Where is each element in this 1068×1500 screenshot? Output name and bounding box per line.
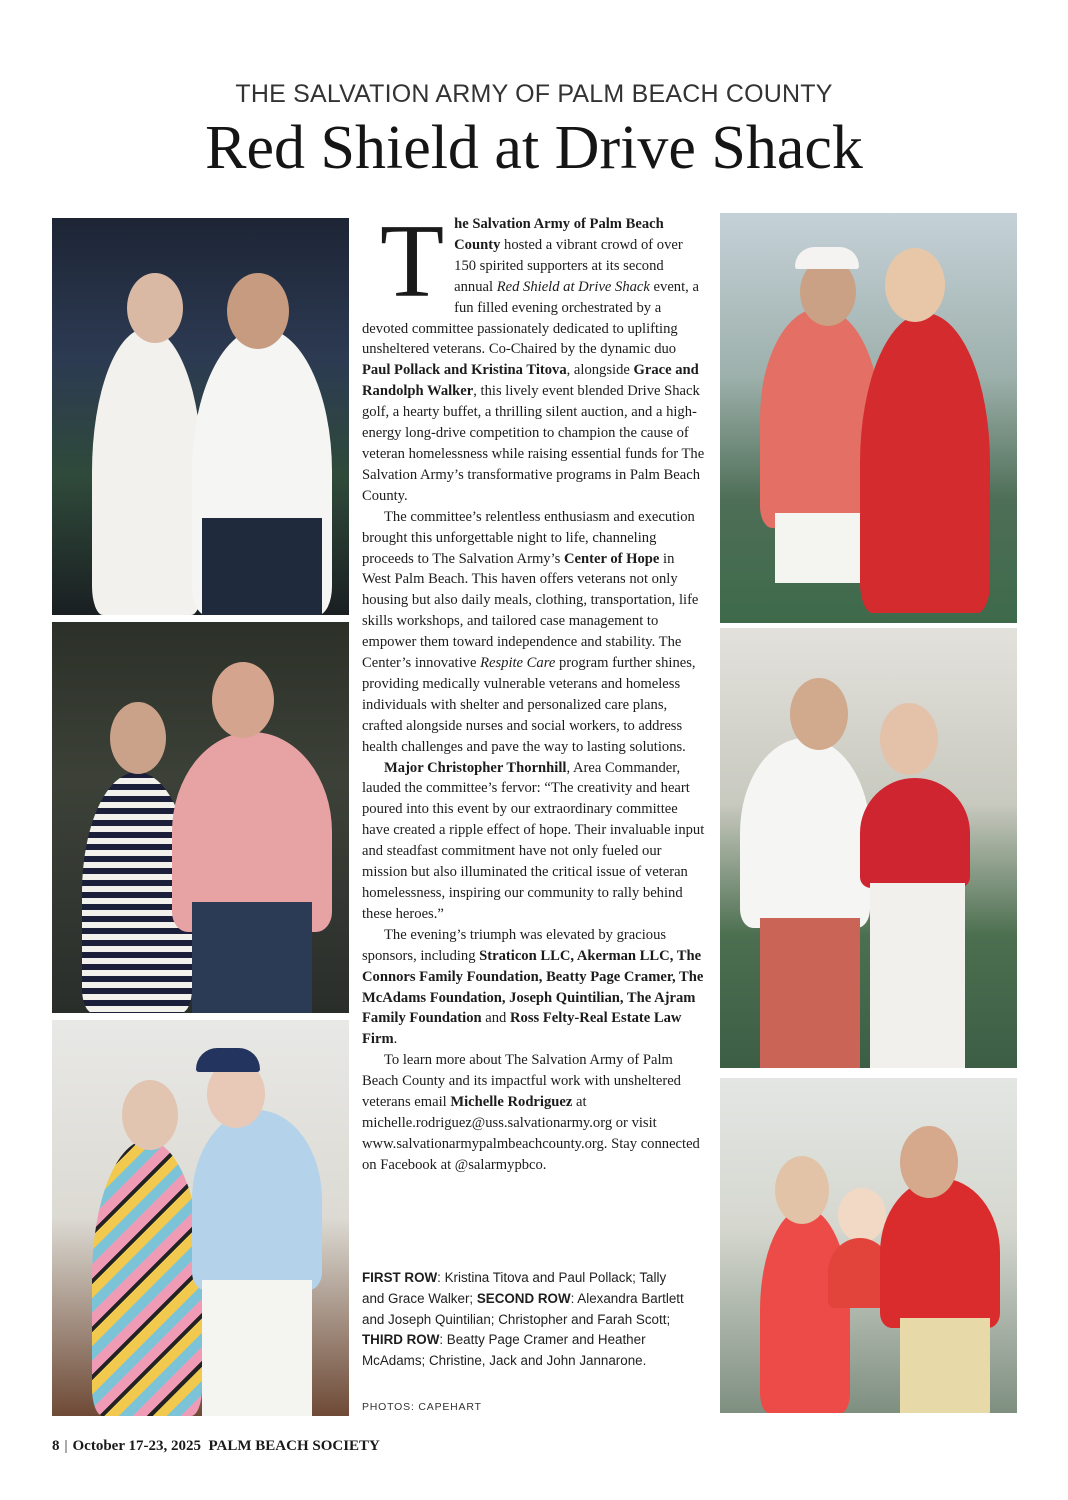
photo-beatty-page-cramer-heather-mcadams xyxy=(720,628,1017,1068)
photo-christine-jack-john-jannarone xyxy=(720,1078,1017,1413)
article-body xyxy=(362,202,706,1176)
page-title: Red Shield at Drive Shack xyxy=(205,114,863,182)
article-paragraph-5: To learn more about The Salvation Army of Palm Beach County and its impactful work with unsheltered veterans email Michelle Rodriguez at michelle.rodriguez@uss.salvationarmy.org or visit www.salvationarmypalmbeachcounty.org. Stay connected on Facebook at @salarmypbco. xyxy=(362,1052,700,1173)
page-number: 8 xyxy=(52,1438,60,1454)
photo-kristina-titova-paul-pollack xyxy=(52,218,349,615)
article-paragraph-2: The committee’s relentless enthusiasm and execution brought this unforgettable night to life, channeling proceeds to The Salvation Army’s Center of Hope in West Palm Beach. This haven offers veterans not only housing but also daily meals, clothing, transportation, life skills workshops, and tailored case management to empower them toward independence and stability. The Center’s innovative Respite Care program further shines, providing medically vulnerable veterans and homeless individuals with shelter and personalized care plans, crafted alongside nurses and social workers, to address health challenges and pave the way to lasting solutions. xyxy=(362,508,699,755)
article-paragraph-1: he Salvation Army of Palm Beach County hosted a vibrant crowd of over 150 spirited supporters at its second annual Red Shield at Drive Shack event, a fun filled evening orchestrated by a devoted committee passionately dedicated to uplifting unsheltered veterans. Co-Chaired by the dynamic duo Paul Pollack and Kristina Titova, alongside Grace and Randolph Walker, this lively event blended Drive Shack golf, a hearty buffet, a thrilling silent auction, and a high-energy long-drive competition to champion the cause of veteran homelessness while raising essential funds for The Salvation Army’s transformative programs in Palm Beach County. xyxy=(362,216,705,504)
publication-name: PALM BEACH SOCIETY xyxy=(208,1438,380,1454)
photo-captions: FIRST ROW: Kristina Titova and Paul Pollack; Tally and Grace Walker; SECOND ROW: Alexandra Bartlett and Joseph Quintilian; Christopher and Farah Scott; THIRD ROW: Beatty Page Cramer and Heather McAdams; Christine, Jack and John Jannarone. xyxy=(362,1270,684,1369)
footer-separator: | xyxy=(64,1438,68,1454)
photo-alexandra-bartlett-joseph-quintilian xyxy=(52,1020,349,1416)
page-footer xyxy=(52,1438,380,1455)
photo-credit: PHOTOS: CAPEHART xyxy=(362,1401,482,1413)
article-paragraph-4: The evening’s triumph was elevated by gracious sponsors, including Straticon LLC, Akerman LLC, The Connors Family Foundation, Beatty Page Cramer, The McAdams Foundation, Joseph Quintilian, The Ajram Family Foundation and Ross Felty-Real Estate Law Firm. xyxy=(362,926,704,1048)
photo-tally-grace-walker xyxy=(52,622,349,1013)
article-paragraph-3: Major Christopher Thornhill, Area Commander, lauded the committee’s fervor: “The creativity and heart poured into this event by our extraordinary committee have created a ripple effect of hope. Their invaluable input and steadfast commitment have not only fueled our mission but also illuminated the critical issue of veteran homelessness, inspiring our community to rally behind these heroes.” xyxy=(362,759,705,922)
section-kicker: THE SALVATION ARMY OF PALM BEACH COUNTY xyxy=(235,80,833,108)
issue-date: October 17-23, 2025 xyxy=(72,1438,201,1454)
drop-cap: T xyxy=(380,202,445,319)
photo-christopher-farah-scott xyxy=(720,213,1017,623)
